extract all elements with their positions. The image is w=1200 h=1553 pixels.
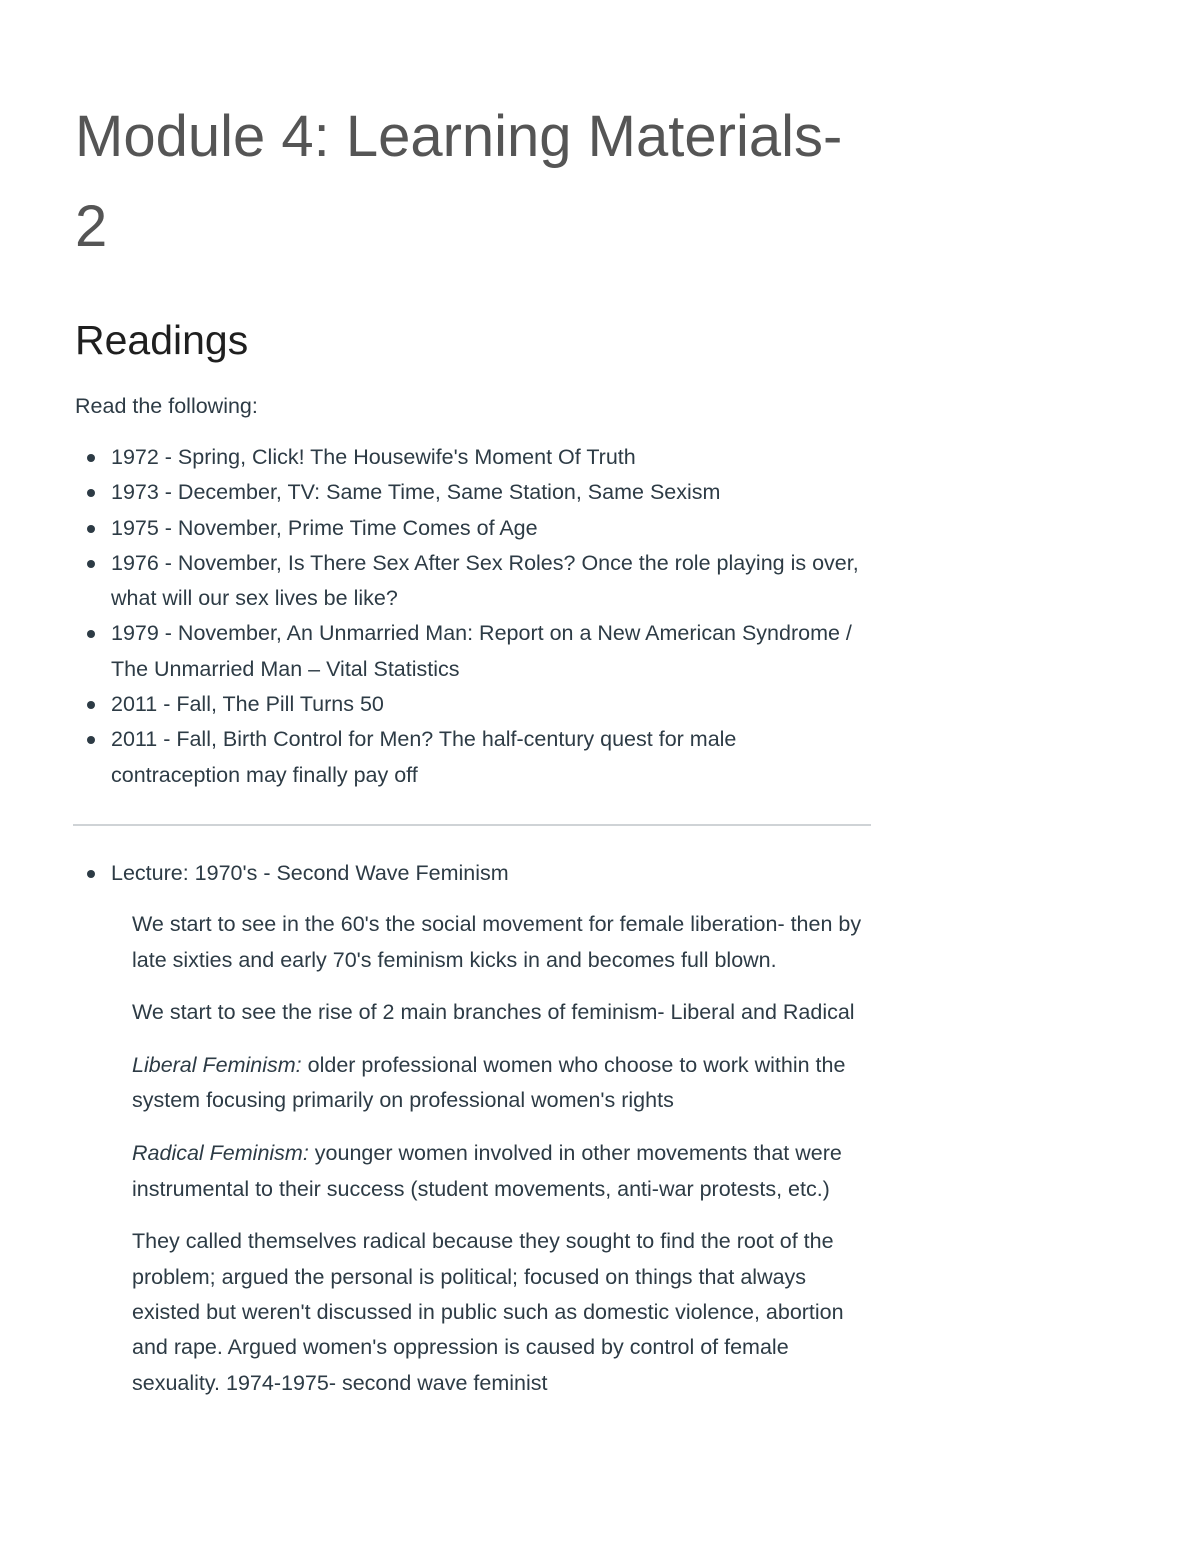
page-title — [75, 0, 875, 272]
lecture-paragraph: They called themselves radical because they sought to find the root of the problem; argued the personal is political; focused on things that always existed but weren't discussed in public such as domestic violence, abortion and rape. Argued women's oppression is caused by control of female sexuality. 1974-1975- second wave feminist — [132, 1229, 844, 1395]
reading-item[interactable] — [75, 722, 871, 793]
bullet-icon — [87, 870, 95, 878]
reading-item-text: 2011 - Fall, The Pill Turns 50 — [111, 692, 384, 717]
reading-item-text: 1979 - November, An Unmarried Man: Report on a New American Syndrome / The Unmarried Man – Vital Statistics — [111, 621, 852, 681]
readings-intro: Read the following: — [75, 394, 258, 418]
reading-item[interactable] — [75, 616, 871, 687]
lecture-body — [132, 907, 872, 1401]
radical-feminism-paragraph — [132, 1136, 872, 1207]
bullet-icon — [87, 630, 95, 638]
readings-list — [75, 440, 875, 793]
reading-item[interactable] — [75, 687, 871, 722]
reading-item[interactable] — [75, 475, 871, 510]
liberal-feminism-term: Liberal Feminism: — [132, 1053, 302, 1078]
bullet-icon — [87, 489, 95, 497]
bullet-icon — [87, 736, 95, 744]
reading-item[interactable] — [75, 440, 871, 475]
reading-item-text: 1972 - Spring, Click! The Housewife's Moment Of Truth — [111, 445, 636, 469]
lecture-paragraph: We start to see the rise of 2 main branches of feminism- Liberal and Radical — [132, 1000, 855, 1025]
bullet-icon — [87, 525, 95, 533]
reading-item[interactable] — [75, 546, 871, 617]
liberal-feminism-definition: older professional women who choose to work within the system focusing primarily on professional women's rights — [132, 1053, 846, 1113]
reading-item[interactable] — [75, 511, 871, 546]
radical-feminism-definition: younger women involved in other movements that were instrumental to their success (student movements, anti-war protests, etc.) — [132, 1141, 842, 1201]
radical-feminism-term: Radical Feminism: — [132, 1141, 309, 1166]
section-divider — [73, 824, 871, 826]
page-title-line1: Module 4: Learning Materials- — [75, 104, 843, 169]
liberal-feminism-paragraph — [132, 1048, 872, 1119]
reading-item-text: 2011 - Fall, Birth Control for Men? The half-century quest for male contraception may finally pay off — [111, 727, 737, 787]
lecture-title: Lecture: 1970's - Second Wave Feminism — [111, 860, 509, 885]
lecture-paragraph: We start to see in the 60's the social movement for female liberation- then by late sixties and early 70's feminism kicks in and becomes full blown. — [132, 912, 862, 972]
readings-heading: Readings — [75, 317, 249, 363]
reading-item-text: 1975 - November, Prime Time Comes of Age — [111, 515, 538, 540]
page-title-line2: 2 — [75, 194, 108, 259]
bullet-icon — [87, 560, 95, 568]
lecture-list — [75, 856, 875, 891]
document-page — [75, 0, 875, 1418]
reading-item-text: 1973 - December, TV: Same Time, Same Station, Same Sexism — [111, 480, 721, 505]
reading-item-text: 1976 - November, Is There Sex After Sex Roles? Once the role playing is over, what will our sex lives be like? — [111, 550, 859, 611]
lecture-item — [75, 856, 871, 891]
bullet-icon — [87, 701, 95, 709]
bullet-icon — [87, 454, 95, 462]
